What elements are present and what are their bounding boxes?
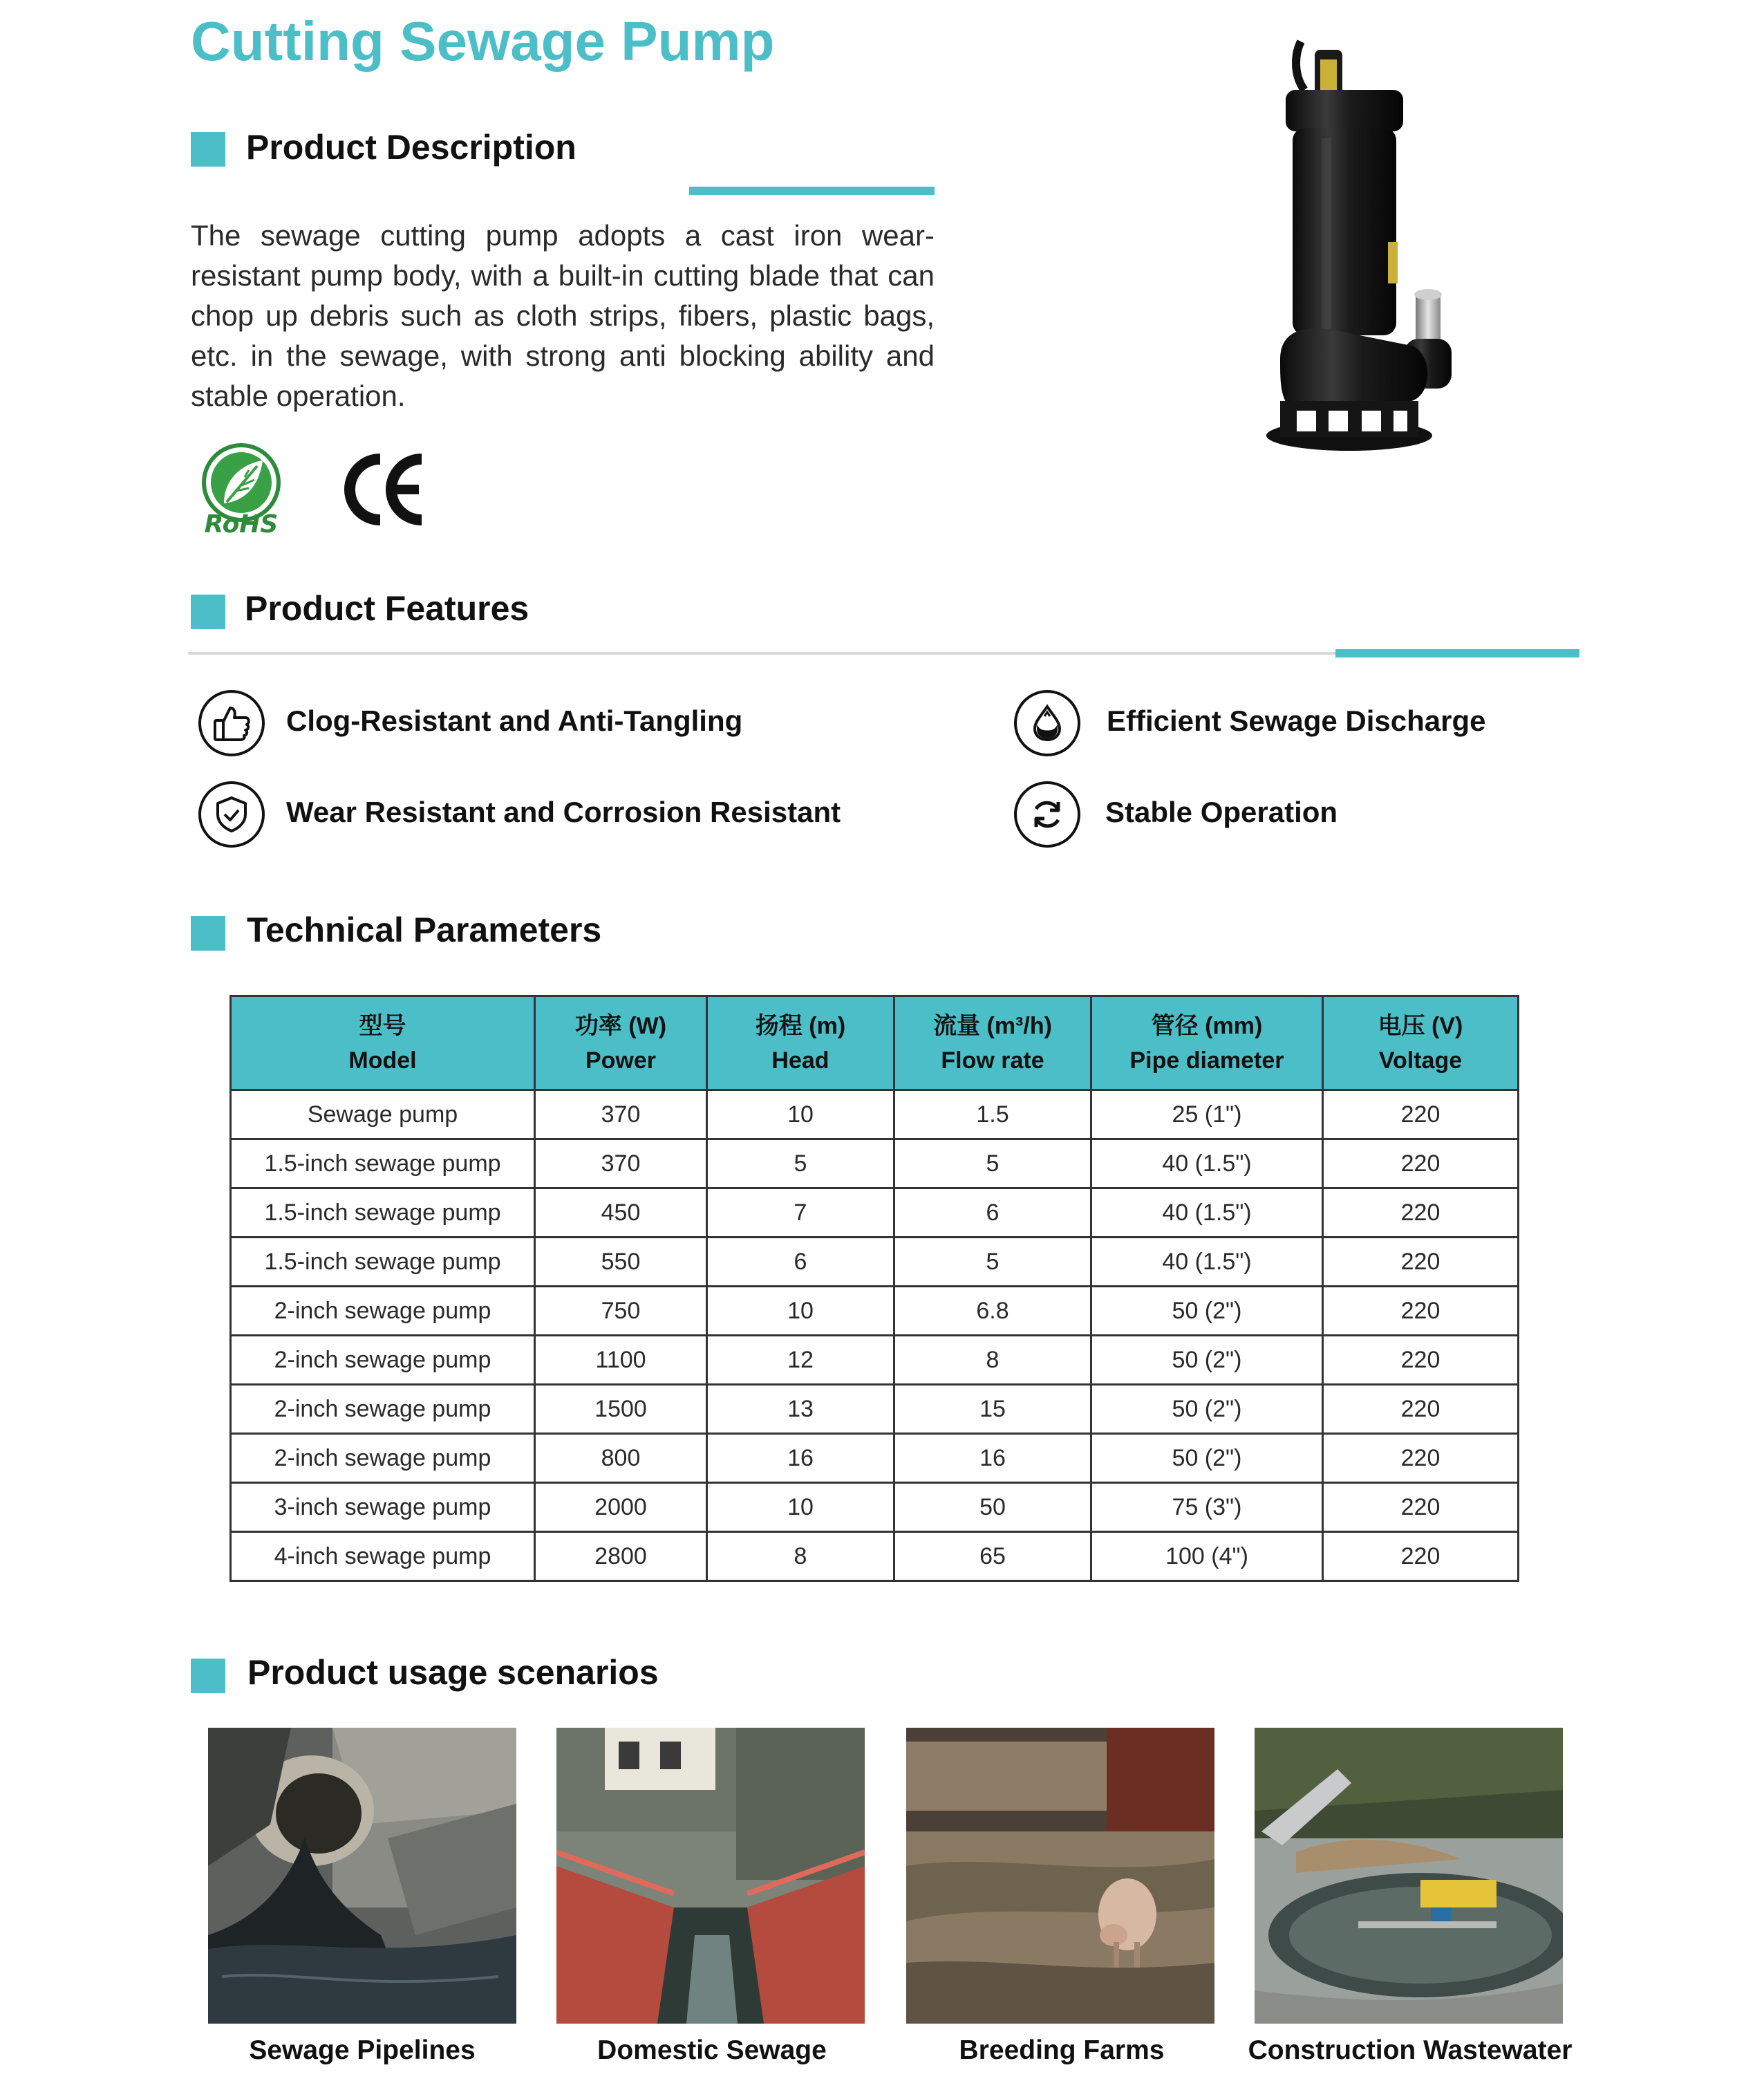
table-cell: Sewage pump <box>231 1090 535 1139</box>
table-cell: 5 <box>707 1139 894 1188</box>
column-header-label: Voltage <box>1378 1047 1463 1074</box>
table-cell: 2-inch sewage pump <box>231 1287 535 1336</box>
table-cell: 75 (3") <box>1091 1483 1323 1532</box>
table-cell: 220 <box>1323 1287 1519 1336</box>
table-cell: 220 <box>1323 1188 1519 1238</box>
table-cell: 12 <box>707 1336 894 1385</box>
section-title-scenarios: Product usage scenarios <box>247 1653 659 1692</box>
refresh-icon <box>1014 781 1080 848</box>
table-cell: 2-inch sewage pump <box>231 1434 535 1483</box>
table-cell: 220 <box>1323 1139 1519 1188</box>
table-cell: 10 <box>707 1287 894 1336</box>
table-cell: 100 (4") <box>1091 1532 1323 1581</box>
description-text: The sewage cutting pump adopts a cast iron wear-resistant pump body, with a built-in cutting blade that can chop up debris such as cloth strips, fibers, plastic bags, etc. in the sewage, with strong anti blocking ability and stable operation. <box>191 219 935 412</box>
table-cell: 65 <box>894 1532 1091 1581</box>
table-cell: 370 <box>535 1090 707 1139</box>
table-cell: 1500 <box>535 1385 707 1434</box>
table-row <box>231 1188 1519 1238</box>
table-row <box>231 1238 1519 1287</box>
table-row <box>231 1483 1519 1532</box>
table-cell: 50 <box>894 1483 1091 1532</box>
column-header-voltage <box>1323 996 1519 1090</box>
rohs-label: RoHS <box>204 510 279 539</box>
table-cell: 10 <box>707 1090 894 1139</box>
table-cell: 6 <box>707 1238 894 1287</box>
scenario-photo-domestic-sewage <box>556 1728 865 2024</box>
table-cell: 16 <box>894 1434 1091 1483</box>
table-cell: 1.5-inch sewage pump <box>231 1238 535 1287</box>
table-cell: 3-inch sewage pump <box>231 1483 535 1532</box>
table-cell: 370 <box>535 1139 707 1188</box>
table-cell: 50 (2") <box>1091 1336 1323 1385</box>
table-cell: 1.5 <box>894 1090 1091 1139</box>
water-drop-icon <box>1014 690 1080 756</box>
column-header-label: 管径 (mm) <box>1151 1012 1263 1039</box>
table-row <box>231 1139 1519 1188</box>
table-row <box>231 1287 1519 1336</box>
table-cell: 50 (2") <box>1091 1385 1323 1434</box>
table-cell: 16 <box>707 1434 894 1483</box>
scenario-caption: Breeding Farms <box>959 2035 1165 2065</box>
column-header-label: Power <box>585 1047 657 1074</box>
table-cell: 40 (1.5") <box>1091 1188 1323 1238</box>
feature-label: Efficient Sewage Discharge <box>1107 705 1486 737</box>
section-rule <box>188 652 1356 655</box>
table-header-row <box>231 996 1519 1090</box>
table-cell: 50 (2") <box>1091 1287 1323 1336</box>
table-cell: 220 <box>1323 1434 1519 1483</box>
table-cell: 5 <box>894 1139 1091 1188</box>
table-cell: 220 <box>1323 1238 1519 1287</box>
table-cell: 13 <box>707 1385 894 1434</box>
table-cell: 50 (2") <box>1091 1434 1323 1483</box>
table-row <box>231 1532 1519 1581</box>
feature-label: Wear Resistant and Corrosion Resistant <box>286 796 841 828</box>
table-row <box>231 1336 1519 1385</box>
ce-mark <box>341 452 426 527</box>
scenario-photo-construction-wastewater <box>1255 1728 1563 2024</box>
section-title-description: Product Description <box>246 128 576 167</box>
scenario-photo-breeding-farms <box>906 1728 1214 2024</box>
table-cell: 5 <box>894 1238 1091 1287</box>
table-cell: 220 <box>1323 1483 1519 1532</box>
table-cell: 8 <box>707 1532 894 1581</box>
column-header-label: 流量 (m³/h) <box>933 1012 1052 1039</box>
table-cell: 1100 <box>535 1336 707 1385</box>
table-cell: 220 <box>1323 1532 1519 1581</box>
table-cell: 10 <box>707 1483 894 1532</box>
shield-check-icon <box>198 781 265 848</box>
column-header-label: Model <box>348 1047 417 1074</box>
section-rule-accent <box>1335 649 1579 657</box>
table-cell: 450 <box>535 1188 707 1238</box>
column-header-label: Pipe diameter <box>1129 1047 1284 1074</box>
column-header-label: 扬程 (m) <box>755 1012 846 1039</box>
column-header-model <box>231 996 535 1090</box>
feature-label: Stable Operation <box>1105 796 1338 828</box>
section-marker <box>191 916 225 951</box>
scenario-caption: Construction Wastewater <box>1248 2035 1573 2065</box>
column-header-label: 型号 <box>359 1012 406 1039</box>
table-cell: 220 <box>1323 1090 1519 1139</box>
scenario-photo-sewage-pipelines <box>208 1728 516 2024</box>
table-cell: 6.8 <box>894 1287 1091 1336</box>
table-cell: 6 <box>894 1188 1091 1238</box>
scenario-caption: Domestic Sewage <box>597 2035 827 2065</box>
section-rule-accent <box>689 187 935 195</box>
table-cell: 220 <box>1323 1385 1519 1434</box>
section-marker <box>191 1659 225 1693</box>
column-header-pipe-diameter <box>1091 996 1323 1090</box>
section-marker <box>191 132 225 167</box>
scenario-caption: Sewage Pipelines <box>249 2035 476 2065</box>
table-cell: 40 (1.5") <box>1091 1139 1323 1188</box>
product-image <box>1252 35 1460 463</box>
table-cell: 2800 <box>535 1532 707 1581</box>
table-cell: 220 <box>1323 1336 1519 1385</box>
table-cell: 8 <box>894 1336 1091 1385</box>
page-title: Cutting Sewage Pump <box>191 10 775 72</box>
column-header-flow-rate <box>894 996 1091 1090</box>
rohs-logo <box>196 442 286 538</box>
column-header-label: 电压 (V) <box>1378 1012 1463 1039</box>
table-cell: 1.5-inch sewage pump <box>231 1139 535 1188</box>
thumbs-up-icon <box>198 690 265 756</box>
column-header-power <box>535 996 707 1090</box>
table-cell: 550 <box>535 1238 707 1287</box>
section-title-parameters: Technical Parameters <box>247 911 602 949</box>
table-cell: 40 (1.5") <box>1091 1238 1323 1287</box>
feature-label: Clog-Resistant and Anti-Tangling <box>286 705 743 737</box>
table-row <box>231 1434 1519 1483</box>
table-cell: 2000 <box>535 1483 707 1532</box>
table-cell: 800 <box>535 1434 707 1483</box>
table-cell: 25 (1") <box>1091 1090 1323 1139</box>
column-header-label: Head <box>771 1047 829 1074</box>
table-row <box>231 1090 1519 1139</box>
column-header-label: Flow rate <box>941 1047 1044 1074</box>
table-cell: 2-inch sewage pump <box>231 1385 535 1434</box>
table-row <box>231 1385 1519 1434</box>
parameters-table <box>229 995 1519 1582</box>
column-header-head <box>707 996 894 1090</box>
table-cell: 750 <box>535 1287 707 1336</box>
section-marker <box>191 595 225 629</box>
table-cell: 2-inch sewage pump <box>231 1336 535 1385</box>
section-title-features: Product Features <box>245 589 529 628</box>
column-header-label: 功率 (W) <box>574 1012 667 1039</box>
table-cell: 15 <box>894 1385 1091 1434</box>
table-cell: 7 <box>707 1188 894 1238</box>
table-cell: 4-inch sewage pump <box>231 1532 535 1581</box>
table-cell: 1.5-inch sewage pump <box>231 1188 535 1238</box>
